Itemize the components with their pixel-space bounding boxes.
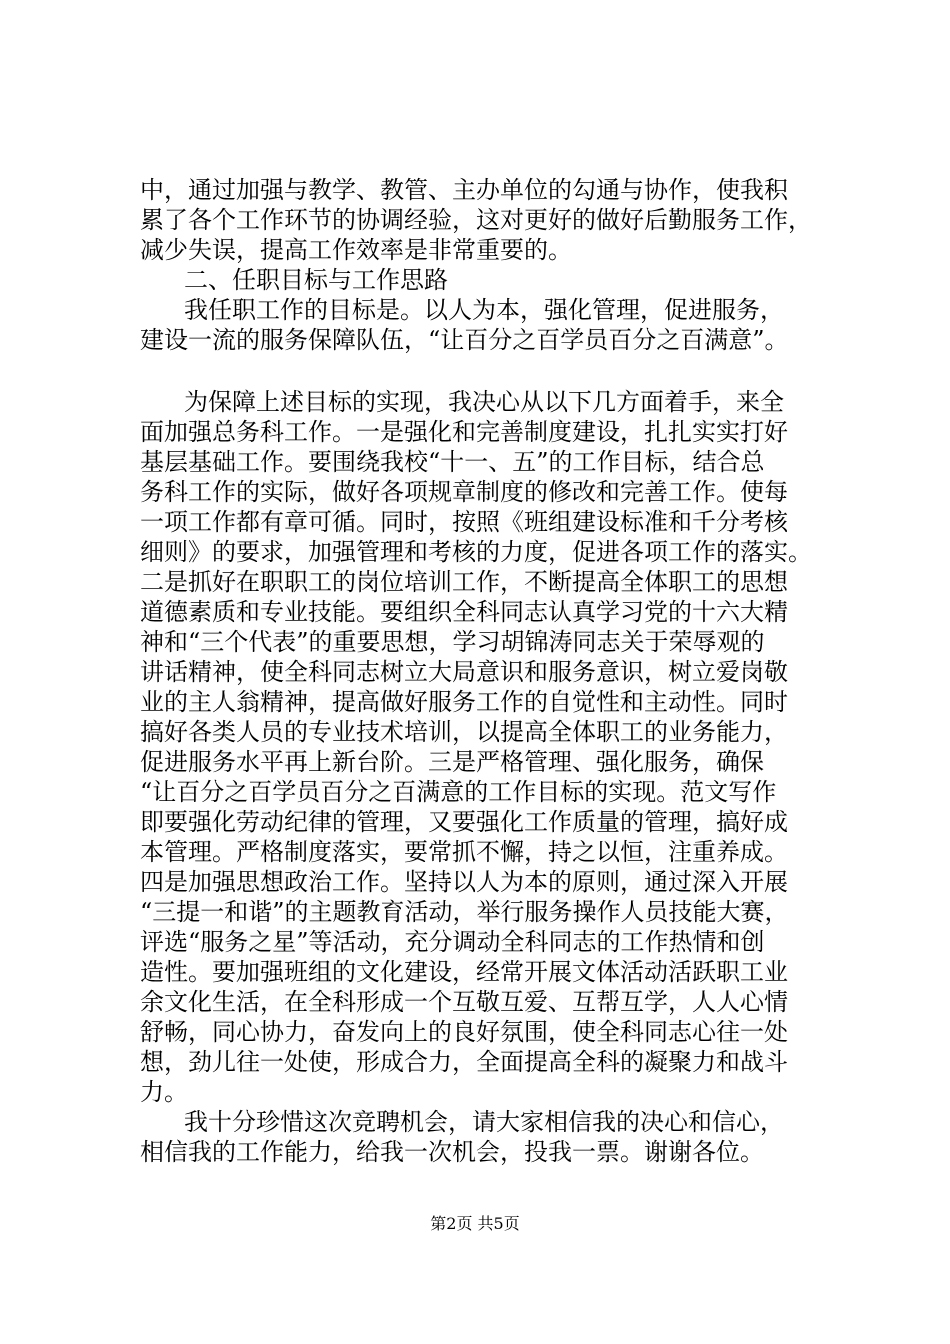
paragraph-line: 促进服务水平再上新台阶。三是严格管理、强化服务，确保 [140, 748, 764, 776]
paragraph-line: 一项工作都有章可循。同时，按照《班组建设标准和千分考核 [140, 508, 788, 536]
paragraph-line: 基层基础工作。要围绕我校“十一、五”的工作目标，结合总 [140, 448, 765, 476]
paragraph-line: 中，通过加强与教学、教管、主办单位的勾通与协作，使我积 [140, 176, 788, 204]
paragraph-line: 讲话精神，使全科同志树立大局意识和服务意识，树立爱岗敬 [140, 658, 788, 686]
document-body [140, 175, 840, 1167]
paragraph [140, 1107, 840, 1167]
paragraph-line: “三提一和谐”的主题教育活动，举行服务操作人员技能大赛， [140, 898, 789, 926]
paragraph-line: 建设一流的服务保障队伍，“让百分之百学员百分之百满意”。 [140, 326, 789, 354]
paragraph [140, 387, 840, 1107]
paragraph [140, 295, 840, 355]
paragraph-line: 累了各个工作环节的协调经验，这对更好的做好后勤服务工作， [140, 206, 812, 234]
paragraph-line: 我任职工作的目标是。以人为本，强化管理，促进服务， [184, 296, 784, 324]
paragraph-line: 我十分珍惜这次竞聘机会，请大家相信我的决心和信心， [184, 1108, 784, 1136]
paragraph [140, 175, 840, 265]
page-number-footer: 第2页 共5页 [430, 1214, 520, 1233]
paragraph-line: 余文化生活，在全科形成一个互敬互爱、互帮互学，人人心情 [140, 988, 788, 1016]
section-heading [140, 265, 840, 295]
paragraph-line: 道德素质和专业技能。要组织全科同志认真学习党的十六大精 [140, 598, 788, 626]
paragraph-line: 细则》的要求，加强管理和考核的力度，促进各项工作的落实。 [140, 538, 812, 566]
paragraph-line: 面加强总务科工作。一是强化和完善制度建设，扎扎实实打好 [140, 418, 788, 446]
paragraph-line: 四是加强思想政治工作。坚持以人为本的原则，通过深入开展 [140, 868, 788, 896]
paragraph-line: 二是抓好在职职工的岗位培训工作，不断提高全体职工的思想 [140, 568, 788, 596]
paragraph-line: 想，劲儿往一处使，形成合力，全面提高全科的凝聚力和战斗 [140, 1048, 788, 1076]
paragraph-line: 务科工作的实际，做好各项规章制度的修改和完善工作。使每 [140, 478, 788, 506]
paragraph-line: 即要强化劳动纪律的管理，又要强化工作质量的管理，搞好成 [140, 808, 788, 836]
paragraph-line: 搞好各类人员的专业技术培训，以提高全体职工的业务能力， [140, 718, 788, 746]
paragraph-spacer [140, 355, 840, 387]
paragraph-line: 舒畅，同心协力，奋发向上的良好氛围，使全科同志心往一处 [140, 1018, 788, 1046]
paragraph-line: 本管理。严格制度落实，要常抓不懈，持之以恒，注重养成。 [140, 838, 788, 866]
paragraph-line: 力。 [140, 1078, 188, 1106]
paragraph-line: 业的主人翁精神，提高做好服务工作的自觉性和主动性。同时 [140, 688, 788, 716]
paragraph-line: 神和“三个代表”的重要思想，学习胡锦涛同志关于荣辱观的 [140, 628, 765, 656]
paragraph-line: 相信我的工作能力，给我一次机会，投我一票。谢谢各位。 [140, 1138, 764, 1166]
paragraph-line: “让百分之百学员百分之百满意的工作目标的实现。范文写作 [140, 778, 777, 806]
paragraph-line: 减少失误，提高工作效率是非常重要的。 [140, 236, 572, 264]
paragraph-line: 为保障上述目标的实现，我决心从以下几方面着手，来全 [184, 388, 784, 416]
section-heading-text: 二、任职目标与工作思路 [184, 266, 448, 294]
paragraph-line: 造性。要加强班组的文化建设，经常开展文体活动活跃职工业 [140, 958, 788, 986]
paragraph-line: 评选“服务之星”等活动，充分调动全科同志的工作热情和创 [140, 928, 765, 956]
